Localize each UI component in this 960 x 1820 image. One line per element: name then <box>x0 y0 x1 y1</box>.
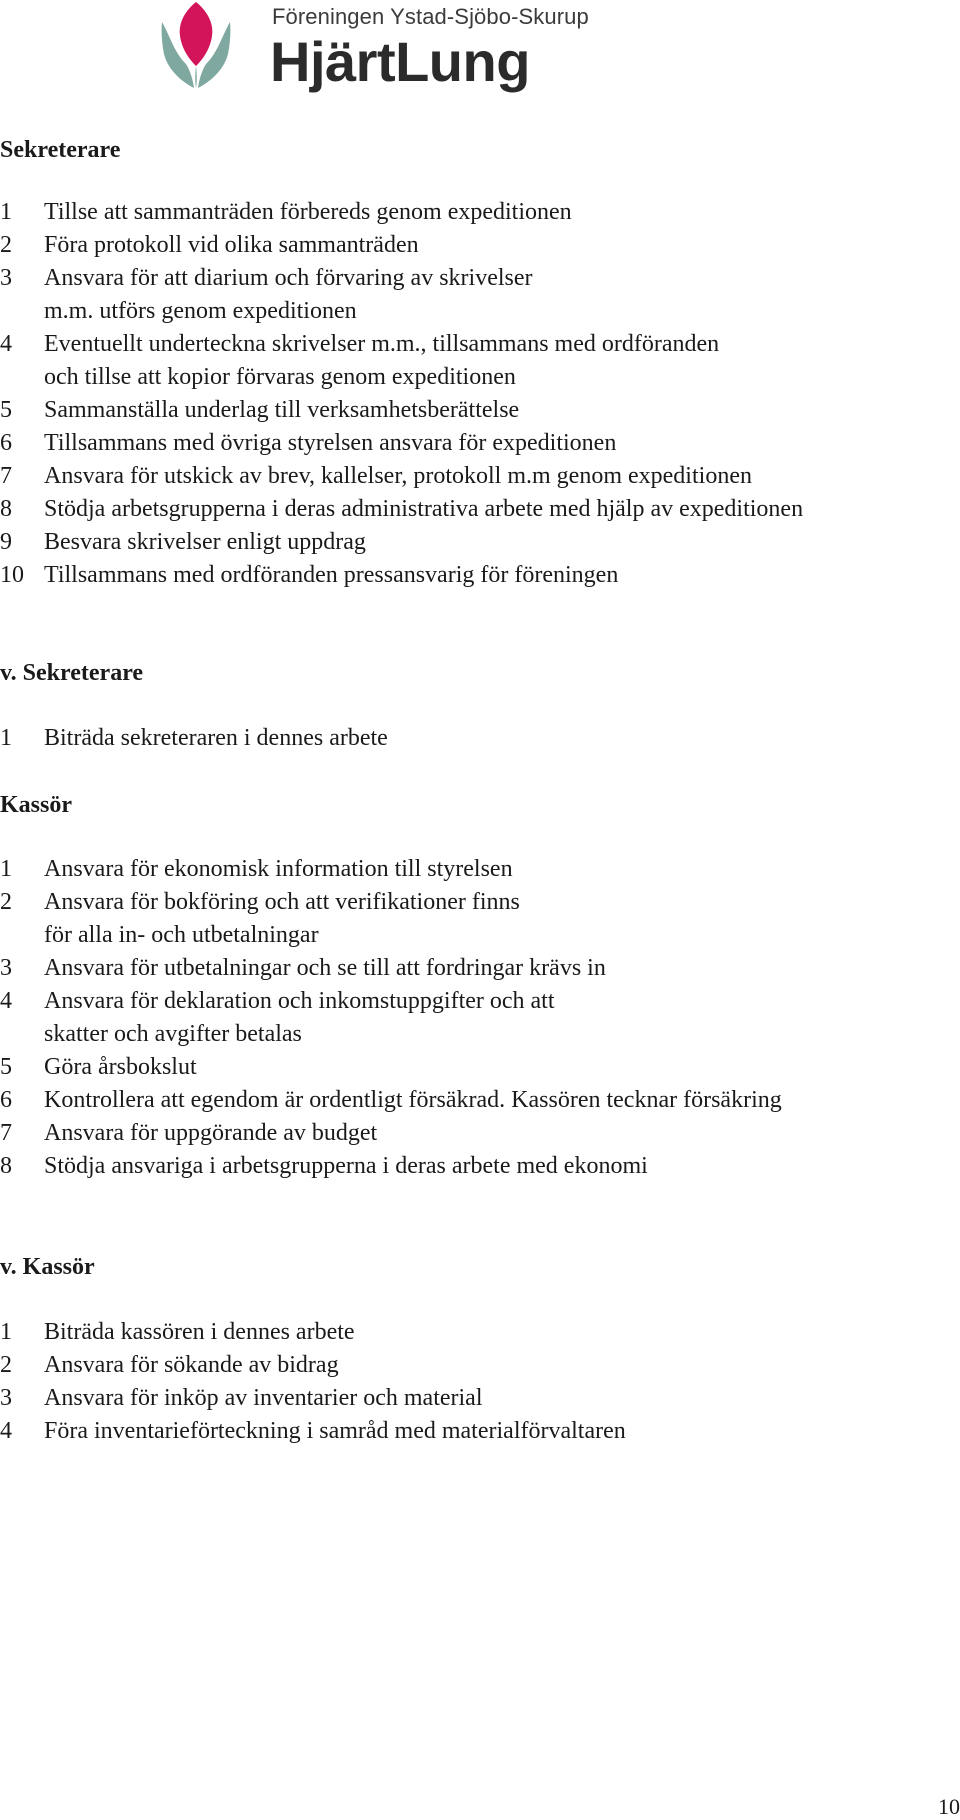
item-number: 1 <box>0 1319 12 1345</box>
item-number: 5 <box>0 1054 12 1080</box>
list-item-continuation <box>0 1018 955 1051</box>
item-text: Föra inventarieförteckning i samråd med materialförvaltaren <box>44 1418 626 1444</box>
item-number: 8 <box>0 496 12 522</box>
item-text: skatter och avgifter betalas <box>44 1021 302 1047</box>
list-item <box>0 229 955 262</box>
item-text: Föra protokoll vid olika sammanträden <box>44 232 419 258</box>
duty-list-vice-kassor <box>0 1316 955 1448</box>
list-item <box>0 1051 955 1084</box>
item-text: Biträda sekreteraren i dennes arbete <box>44 725 388 751</box>
item-text: Sammanställa underlag till verksamhetsberättelse <box>44 397 520 423</box>
item-text: Ansvara för uppgörande av budget <box>44 1120 378 1146</box>
item-number: 4 <box>0 988 12 1014</box>
list-item <box>0 559 955 592</box>
item-text: och tillse att kopior förvaras genom expeditionen <box>44 364 516 390</box>
item-text: Ansvara för utskick av brev, kallelser, protokoll m.m genom expeditionen <box>44 463 752 489</box>
list-item <box>0 328 955 361</box>
item-text: Ansvara för att diarium och förvaring av skrivelser <box>44 265 533 291</box>
list-item <box>0 394 955 427</box>
section-title-sekreterare: Sekreterare <box>0 137 121 163</box>
item-text: Ansvara för sökande av bidrag <box>44 1352 339 1378</box>
list-item <box>0 1415 955 1448</box>
list-item <box>0 1150 955 1183</box>
item-number: 1 <box>0 856 12 882</box>
section-title-vice-kassor: v. Kassör <box>0 1254 95 1280</box>
list-item <box>0 853 955 886</box>
item-number: 9 <box>0 529 12 555</box>
section-title-kassor: Kassör <box>0 792 72 818</box>
item-number: 2 <box>0 232 12 258</box>
item-number: 10 <box>0 562 24 588</box>
list-item <box>0 1316 955 1349</box>
item-text: Biträda kassören i dennes arbete <box>44 1319 355 1345</box>
list-item <box>0 1084 955 1117</box>
section-title-vice-sekreterare: v. Sekreterare <box>0 660 144 686</box>
item-number: 4 <box>0 1418 12 1444</box>
organization-name: Föreningen Ystad-Sjöbo-Skurup <box>272 4 589 29</box>
item-number: 6 <box>0 430 12 456</box>
page-number: 10 <box>938 1794 960 1819</box>
item-number: 7 <box>0 1120 12 1146</box>
item-text: Kontrollera att egendom är ordentligt försäkrad. Kassören tecknar försäkring <box>44 1087 782 1113</box>
item-text: Eventuellt underteckna skrivelser m.m., tillsammans med ordföranden <box>44 331 720 357</box>
brand-name: HjärtLung <box>270 30 530 93</box>
list-item <box>0 493 955 526</box>
item-number: 6 <box>0 1087 12 1113</box>
item-text: Stödja ansvariga i arbetsgrupperna i deras arbete med ekonomi <box>44 1153 648 1179</box>
list-item-continuation <box>0 919 955 952</box>
list-item <box>0 722 955 755</box>
list-item <box>0 427 955 460</box>
item-text: Stödja arbetsgrupperna i deras administrativa arbete med hjälp av expeditionen <box>44 496 804 522</box>
list-item <box>0 1117 955 1150</box>
item-number: 3 <box>0 1385 12 1411</box>
item-number: 8 <box>0 1153 12 1179</box>
item-text: Ansvara för utbetalningar och se till att fordringar krävs in <box>44 955 606 981</box>
list-item <box>0 460 955 493</box>
item-text: för alla in- och utbetalningar <box>44 922 319 948</box>
list-item <box>0 952 955 985</box>
list-item <box>0 1349 955 1382</box>
item-text: Tillsammans med övriga styrelsen ansvara för expeditionen <box>44 430 617 456</box>
list-item <box>0 262 955 295</box>
list-item <box>0 985 955 1018</box>
item-number: 3 <box>0 265 12 291</box>
page-header <box>160 0 620 100</box>
item-number: 7 <box>0 463 12 489</box>
list-item <box>0 886 955 919</box>
list-item-continuation <box>0 295 955 328</box>
list-item <box>0 196 955 229</box>
item-text: Ansvara för bokföring och att verifikationer finns <box>44 889 520 915</box>
list-item <box>0 1382 955 1415</box>
item-text: Besvara skrivelser enligt uppdrag <box>44 529 366 555</box>
item-text: m.m. utförs genom expeditionen <box>44 298 357 324</box>
item-number: 4 <box>0 331 12 357</box>
duty-list-sekreterare <box>0 196 955 592</box>
item-text: Göra årsbokslut <box>44 1054 197 1080</box>
item-text: Tillsammans med ordföranden pressansvarig för föreningen <box>44 562 619 588</box>
item-number: 1 <box>0 199 12 225</box>
duty-list-kassor <box>0 853 955 1183</box>
duty-list-vice-sekreterare <box>0 722 955 755</box>
item-number: 2 <box>0 889 12 915</box>
item-number: 2 <box>0 1352 12 1378</box>
item-number: 3 <box>0 955 12 981</box>
heart-lung-flower-logo <box>160 0 232 90</box>
list-item <box>0 526 955 559</box>
item-text: Ansvara för inköp av inventarier och material <box>44 1385 483 1411</box>
item-text: Ansvara för ekonomisk information till styrelsen <box>44 856 513 882</box>
item-number: 1 <box>0 725 12 751</box>
list-item-continuation <box>0 361 955 394</box>
item-number: 5 <box>0 397 12 423</box>
item-text: Tillse att sammanträden förbereds genom expeditionen <box>44 199 572 225</box>
item-text: Ansvara för deklaration och inkomstuppgifter och att <box>44 988 555 1014</box>
